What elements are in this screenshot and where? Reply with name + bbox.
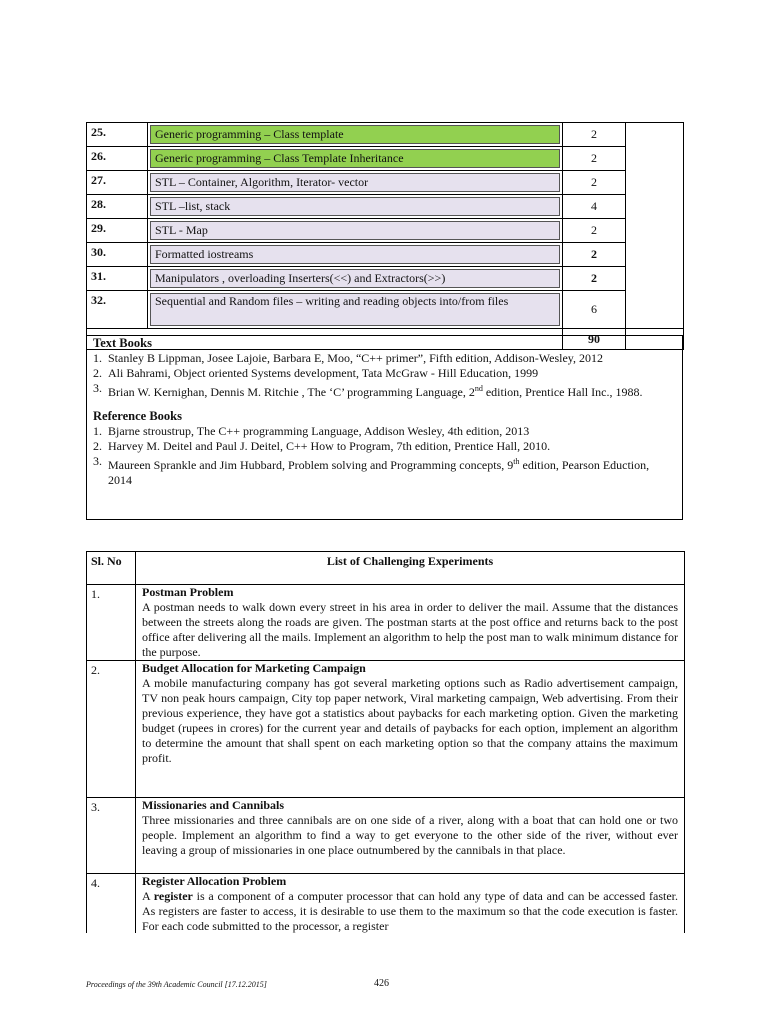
experiments-header: List of Challenging Experiments bbox=[326, 554, 494, 568]
list-item: 3. Brian W. Kernighan, Dennis M. Ritchie , The ‘C’ programming Language, 2nd edition, Prentice Hall Inc., 1988. bbox=[93, 381, 643, 399]
footer-text: Proceedings of the 39th Academic Council [17.12.2015] bbox=[86, 980, 267, 989]
table-row bbox=[87, 874, 684, 933]
hours-cell: 2 bbox=[563, 267, 626, 291]
experiment-description: A register is a component of a computer processor that can hold any type of data and can be accessed faster. As registers are faster to access, it is desirable to use them to the maximum so that the code execution is faster. For each code submitted to the processor, a register bbox=[142, 889, 678, 933]
books-section bbox=[86, 335, 683, 520]
row-number: 28. bbox=[87, 195, 148, 219]
experiment-description: A mobile manufacturing company has got several marketing options such as Radio advertisement campaign, TV non peak hours campaign, City top paper network, Viral marketing campaign, Web advertising. From their previous experience, they have got a statistics about paybacks for each marketing option. Given the marketing budget (rupees in crores) for the current year and details of paybacks for each option, implement an algorithm to determine the amount that shall spent on each marketing option so that the company attains the maximum profit. bbox=[142, 676, 678, 765]
table-row bbox=[87, 291, 684, 329]
topic-cell: Manipulators , overloading Inserters(<<) and Extractors(>>) bbox=[150, 269, 560, 288]
hours-cell: 2 bbox=[563, 123, 626, 147]
table-row bbox=[87, 585, 684, 661]
list-item: 3. Maureen Sprankle and Jim Hubbard, Problem solving and Programming concepts, 9th edition, Pearson Eduction, 2014 bbox=[93, 454, 650, 487]
table-row bbox=[87, 219, 684, 243]
row-number: 4. bbox=[87, 874, 136, 933]
reference-books-list bbox=[87, 424, 682, 488]
experiment-title: Register Allocation Problem bbox=[142, 874, 287, 888]
total-hours: 90 bbox=[563, 329, 626, 350]
hours-cell: 2 bbox=[563, 243, 626, 267]
row-number: 26. bbox=[87, 147, 148, 171]
syllabus-table bbox=[86, 122, 684, 350]
text-books-heading: Text Books bbox=[93, 336, 152, 350]
row-number: 27. bbox=[87, 171, 148, 195]
hours-cell: 2 bbox=[563, 171, 626, 195]
blank-cell bbox=[626, 123, 684, 329]
topic-cell: STL – Container, Algorithm, Iterator- vector bbox=[150, 173, 560, 192]
table-row bbox=[87, 171, 684, 195]
row-number: 1. bbox=[87, 585, 136, 660]
table-header bbox=[87, 552, 684, 585]
topic-cell: Sequential and Random files – writing and reading objects into/from files bbox=[150, 293, 560, 326]
list-item: 1. Bjarne stroustrup, The C++ programming Language, Addison Wesley, 4th edition, 2013 bbox=[93, 424, 530, 438]
experiment-description: Three missionaries and three cannibals are on one side of a river, along with a boat that can hold one or two people. Implement an algorithm to find a way to get everyone to the other side of the river, without ever leaving a group of missionaries in one place outnumbered by the cannibals in that place. bbox=[142, 813, 678, 857]
list-item: 1. Stanley B Lippman, Josee Lajoie, Barbara E, Moo, “C++ primer”, Fifth edition, Addison-Wesley, 2012 bbox=[93, 351, 604, 365]
topic-cell: Generic programming – Class Template Inheritance bbox=[150, 149, 560, 168]
experiment-title: Missionaries and Cannibals bbox=[142, 798, 285, 812]
table-row bbox=[87, 267, 684, 291]
page-number: 426 bbox=[374, 978, 389, 989]
row-number: 3. bbox=[87, 798, 136, 873]
table-row bbox=[87, 123, 684, 147]
hours-cell: 6 bbox=[563, 291, 626, 329]
table-row bbox=[87, 798, 684, 874]
sl-no-header: Sl. No bbox=[87, 552, 136, 584]
row-number: 30. bbox=[87, 243, 148, 267]
reference-books-heading: Reference Books bbox=[93, 409, 182, 423]
row-number: 25. bbox=[87, 123, 148, 147]
experiment-title: Budget Allocation for Marketing Campaign bbox=[142, 661, 366, 675]
table-row bbox=[87, 243, 684, 267]
table-row bbox=[87, 661, 684, 798]
experiment-title: Postman Problem bbox=[142, 585, 234, 599]
topic-cell: STL - Map bbox=[150, 221, 560, 240]
hours-cell: 2 bbox=[563, 219, 626, 243]
row-number: 2. bbox=[87, 661, 136, 797]
hours-cell: 4 bbox=[563, 195, 626, 219]
experiment-description: A postman needs to walk down every street in his area in order to deliver the mail. Assume that the distances between the streets along the roads are given. The postman starts at the post office and returns back to the post office after delivering all the mails. Implement an algorithm to help the post man to walk minimum distance for the purpose. bbox=[142, 600, 678, 659]
row-number: 32. bbox=[87, 291, 148, 329]
hours-cell: 2 bbox=[563, 147, 626, 171]
text-books-list bbox=[87, 351, 682, 400]
topic-cell: Formatted iostreams bbox=[150, 245, 560, 264]
list-item: 2. Harvey M. Deitel and Paul J. Deitel, C++ How to Program, 7th edition, Prentice Hall, 2010. bbox=[93, 439, 551, 453]
experiments-table bbox=[86, 551, 685, 933]
list-item: 2. Ali Bahrami, Object oriented Systems development, Tata McGraw - Hill Education, 1999 bbox=[93, 366, 539, 380]
row-number: 31. bbox=[87, 267, 148, 291]
topic-cell: Generic programming – Class template bbox=[150, 125, 560, 144]
topic-cell: STL –list, stack bbox=[150, 197, 560, 216]
table-row bbox=[87, 147, 684, 171]
row-number: 29. bbox=[87, 219, 148, 243]
table-row bbox=[87, 195, 684, 219]
